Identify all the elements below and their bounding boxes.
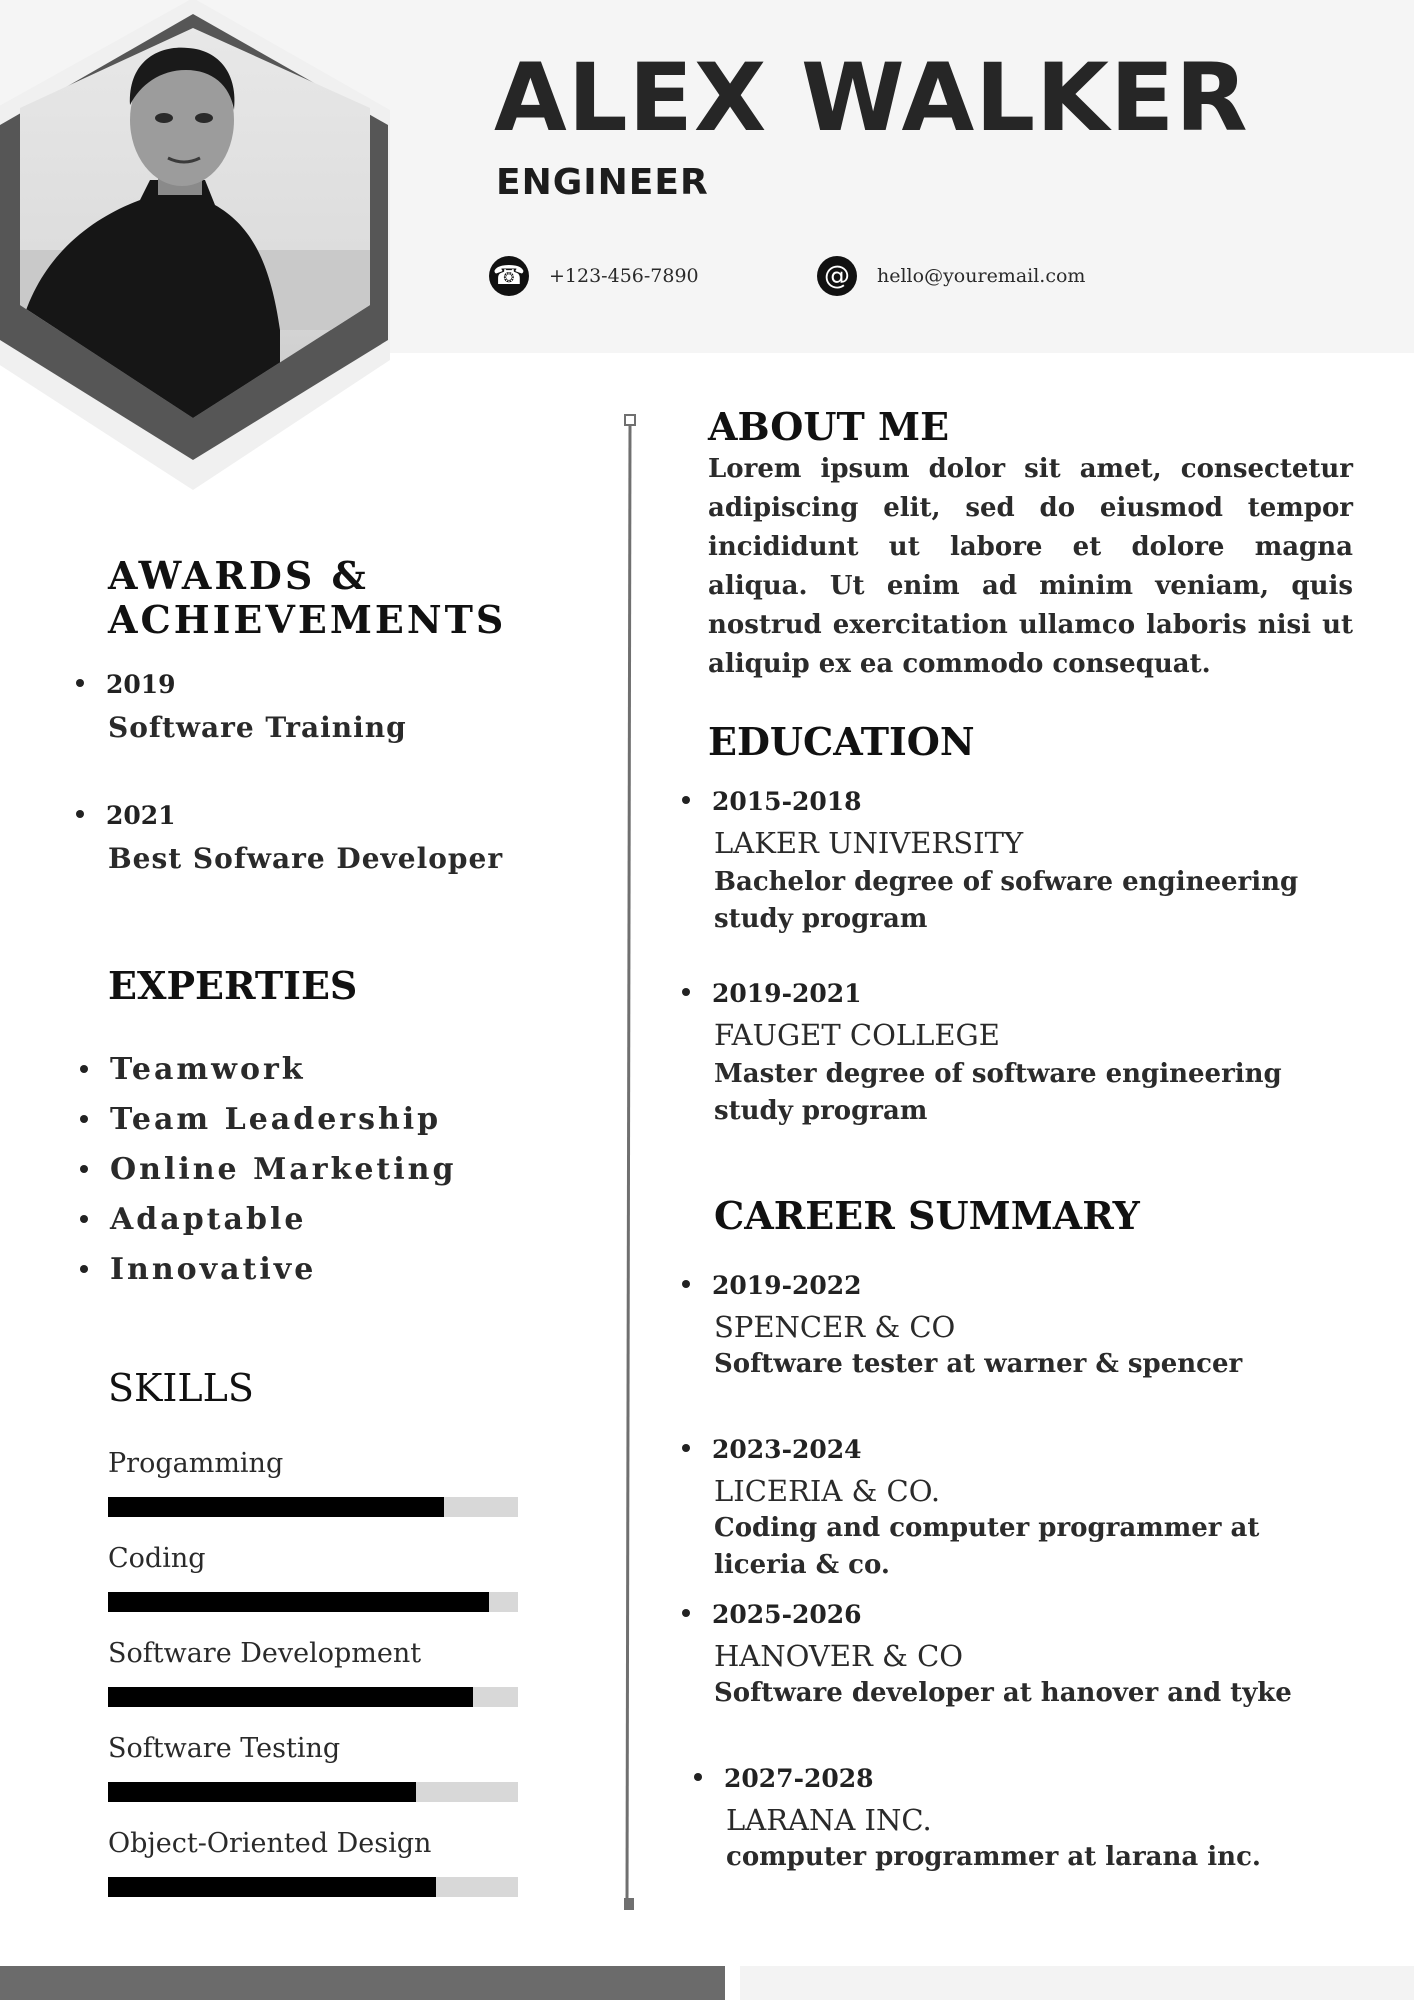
job-title: ENGINEER [496,162,709,203]
education-name: FAUGET COLLEGE [714,1018,1000,1052]
footer-bar-right [740,1966,1414,2000]
bullet [80,1065,88,1073]
bullet [682,1609,690,1617]
bullet [80,1265,88,1273]
skills-heading: SKILLS [108,1366,254,1410]
skill-bar [108,1497,518,1517]
bullet [694,1773,702,1781]
list-item [80,1244,456,1294]
awards-heading-line2: ACHIEVEMENTS [108,596,507,642]
expertise-label: Team Leadership [110,1101,442,1137]
career-item [682,1271,1372,1383]
expertise-label: Teamwork [110,1051,306,1087]
profile-photo [0,0,390,490]
career-desc: Software tester at warner & spencer [714,1349,1243,1379]
list-item [80,1144,456,1194]
skill-label: Software Development [108,1638,422,1669]
career-item [682,1600,1372,1712]
bullet [80,1115,88,1123]
career-years: 2019-2022 [712,1271,862,1300]
career-years: 2027-2028 [724,1764,874,1793]
skill-bar-fill [108,1687,473,1707]
phone-contact[interactable] [489,256,699,296]
skill-bar-fill [108,1497,444,1517]
career-company: SPENCER & CO [714,1310,956,1344]
education-name: LAKER UNIVERSITY [714,826,1024,860]
skill-label: Progamming [108,1448,284,1479]
career-company: LARANA INC. [726,1803,932,1837]
education-years: 2019-2021 [712,979,862,1008]
footer-bar-left [0,1966,725,2000]
expertise-label: Innovative [110,1251,317,1287]
about-text: Lorem ipsum dolor sit amet, consectetur adipiscing elit, sed do eiusmod tempor incididunt ut labore et dolore magna aliqua. Ut enim ad minim veniam, quis nostrud exercitation ullamco laboris nisi ut aliquip ex ea commodo consequat. [708,454,1353,679]
at-icon: @ [817,256,857,296]
career-heading: CAREER SUMMARY [714,1193,1140,1238]
award-year: 2021 [106,801,176,830]
bullet [80,1165,88,1173]
skill-item [108,1733,518,1802]
awards-heading-line1: AWARDS & [108,553,369,598]
skill-bar [108,1687,518,1707]
skill-bar-fill [108,1877,436,1897]
career-desc: Software developer at hanover and tyke [714,1678,1292,1708]
award-year: 2019 [106,670,176,699]
education-item [682,787,1362,938]
email-address: hello@youremail.com [877,265,1086,287]
career-company: HANOVER & CO [714,1639,964,1673]
list-item [80,1194,456,1244]
bullet [682,1280,690,1288]
skill-label: Coding [108,1543,206,1574]
education-item [682,979,1362,1130]
skill-item [108,1638,518,1707]
list-item [80,1094,456,1144]
expertise-label: Online Marketing [110,1151,457,1187]
education-years: 2015-2018 [712,787,862,816]
phone-number: +123-456-7890 [549,265,699,287]
bullet [76,679,84,687]
career-desc: computer programmer at larana inc. [726,1842,1261,1872]
expertise-label: Adaptable [110,1201,307,1237]
career-desc: Coding and computer programmer at liceria & co. [714,1513,1260,1580]
bullet [682,1444,690,1452]
skill-bar [108,1877,518,1897]
timeline-divider [624,414,636,1914]
person-name: ALEX WALKER [494,44,1249,153]
career-years: 2025-2026 [712,1600,862,1629]
skill-label: Software Testing [108,1733,341,1764]
expertise-heading: EXPERTIES [108,963,358,1008]
education-desc: Bachelor degree of sofware engineering study program [714,867,1299,934]
career-item [682,1435,1372,1584]
career-years: 2023-2024 [712,1435,862,1464]
bullet [682,796,690,804]
skill-item [108,1448,518,1517]
list-item [80,1044,456,1094]
about-heading: ABOUT ME [708,404,950,449]
award-name: Software Training [108,711,407,744]
career-item [694,1764,1374,1876]
award-item [76,670,407,744]
awards-heading [108,554,506,641]
bullet [80,1215,88,1223]
skill-bar-fill [108,1592,489,1612]
career-company: LICERIA & CO. [714,1474,941,1508]
skill-item [108,1543,518,1612]
bullet [682,988,690,996]
expertise-list [80,1044,456,1294]
award-item [76,801,503,875]
education-heading: EDUCATION [708,719,975,764]
bullet [76,810,84,818]
education-desc: Master degree of software engineering study program [714,1059,1282,1126]
skill-label: Object-Oriented Design [108,1828,432,1859]
award-name: Best Sofware Developer [108,842,504,875]
skill-bar [108,1782,518,1802]
phone-icon: ☎ [489,256,529,296]
skill-bar-fill [108,1782,416,1802]
skill-item [108,1828,518,1897]
email-contact[interactable] [817,256,1085,296]
skill-bar [108,1592,518,1612]
